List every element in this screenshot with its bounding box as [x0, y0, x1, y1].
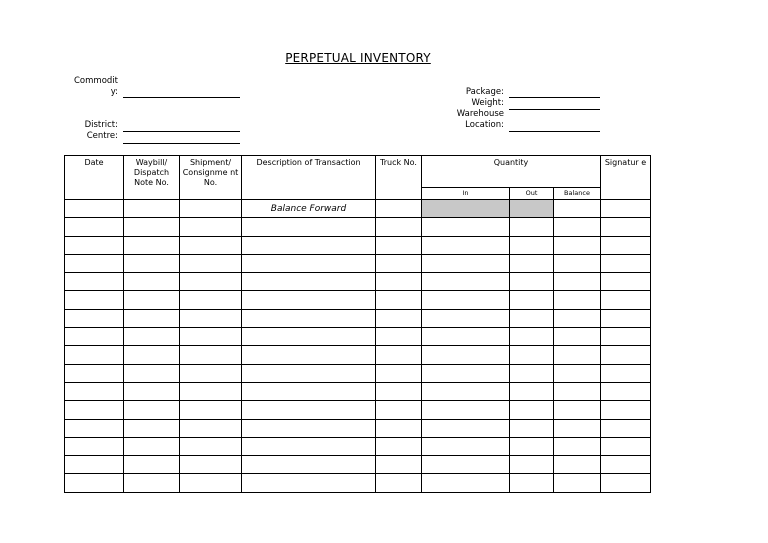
- header-in: In: [422, 188, 510, 200]
- table-cell[interactable]: [510, 437, 554, 455]
- table-cell[interactable]: [554, 456, 601, 474]
- warehouse-label: Warehouse: [456, 109, 504, 119]
- table-cell[interactable]: [124, 328, 180, 346]
- table-cell[interactable]: [422, 236, 510, 254]
- header-balance: Balance: [554, 188, 601, 200]
- balance-forward-label: Balance Forward: [242, 200, 376, 218]
- table-cell[interactable]: [554, 218, 601, 236]
- table-row: [65, 291, 651, 309]
- table-cell[interactable]: [65, 419, 124, 437]
- table-cell[interactable]: [242, 437, 376, 455]
- table-cell[interactable]: [180, 273, 242, 291]
- table-cell[interactable]: [554, 437, 601, 455]
- table-cell[interactable]: [180, 474, 242, 492]
- table-cell[interactable]: [554, 328, 601, 346]
- table-cell[interactable]: [601, 328, 651, 346]
- district-label: District:: [84, 120, 118, 130]
- table-cell[interactable]: [65, 364, 124, 382]
- location-label: Location:: [465, 120, 504, 130]
- package-field[interactable]: [509, 97, 600, 98]
- table-cell[interactable]: [242, 291, 376, 309]
- table-cell[interactable]: [65, 474, 124, 492]
- table-cell[interactable]: [510, 382, 554, 400]
- table-cell[interactable]: [124, 474, 180, 492]
- table-cell[interactable]: [601, 364, 651, 382]
- header-description: Description of Transaction: [242, 156, 376, 200]
- table-cell[interactable]: [422, 328, 510, 346]
- table-cell[interactable]: [180, 456, 242, 474]
- table-cell[interactable]: [124, 437, 180, 455]
- table-row: [65, 218, 651, 236]
- table-cell[interactable]: [510, 456, 554, 474]
- table-cell[interactable]: [376, 254, 422, 272]
- table-cell[interactable]: [422, 382, 510, 400]
- table-cell[interactable]: [180, 419, 242, 437]
- table-cell[interactable]: [601, 254, 651, 272]
- table-cell[interactable]: [422, 254, 510, 272]
- table-cell[interactable]: [601, 346, 651, 364]
- table-row: [65, 401, 651, 419]
- table-cell[interactable]: [422, 419, 510, 437]
- table-cell[interactable]: [510, 254, 554, 272]
- package-label: Package:: [465, 87, 504, 97]
- header-signature: Signatur e: [601, 156, 651, 200]
- table-cell[interactable]: [376, 437, 422, 455]
- table-cell[interactable]: [554, 474, 601, 492]
- table-cell[interactable]: [242, 309, 376, 327]
- table-cell[interactable]: [601, 309, 651, 327]
- table-cell[interactable]: [65, 382, 124, 400]
- header-quantity: Quantity: [422, 156, 601, 188]
- table-cell[interactable]: [180, 200, 242, 218]
- table-row: [65, 328, 651, 346]
- table-cell[interactable]: [601, 456, 651, 474]
- commodity-field[interactable]: [123, 97, 240, 98]
- table-cell[interactable]: [510, 364, 554, 382]
- table-cell[interactable]: [376, 218, 422, 236]
- table-cell[interactable]: [601, 200, 651, 218]
- table-cell[interactable]: [376, 346, 422, 364]
- page-title: PERPETUAL INVENTORY: [285, 51, 431, 65]
- commodity-label-line1: Commodit: [74, 76, 118, 86]
- table-cell[interactable]: [124, 200, 180, 218]
- table-cell[interactable]: [65, 437, 124, 455]
- table-cell[interactable]: [601, 382, 651, 400]
- table-cell[interactable]: [242, 346, 376, 364]
- table-cell[interactable]: [124, 346, 180, 364]
- table-cell[interactable]: [510, 218, 554, 236]
- table-row: [65, 382, 651, 400]
- table-cell[interactable]: [376, 328, 422, 346]
- table-cell[interactable]: [510, 328, 554, 346]
- table-cell[interactable]: [65, 200, 124, 218]
- balance-forward-row: [65, 200, 651, 218]
- table-cell[interactable]: [242, 273, 376, 291]
- table-row: [65, 364, 651, 382]
- table-cell[interactable]: [65, 401, 124, 419]
- table-cell[interactable]: [376, 200, 422, 218]
- table-cell[interactable]: [554, 419, 601, 437]
- table-row: [65, 346, 651, 364]
- table-row: [65, 254, 651, 272]
- table-cell[interactable]: [422, 309, 510, 327]
- table-cell[interactable]: [180, 364, 242, 382]
- table-cell[interactable]: [65, 273, 124, 291]
- table-cell[interactable]: [422, 456, 510, 474]
- table-cell[interactable]: [376, 474, 422, 492]
- table-row: [65, 456, 651, 474]
- table-cell[interactable]: [601, 218, 651, 236]
- table-cell[interactable]: [124, 419, 180, 437]
- table-cell[interactable]: [376, 419, 422, 437]
- table-cell[interactable]: [65, 328, 124, 346]
- table-cell[interactable]: [601, 419, 651, 437]
- table-cell[interactable]: [65, 456, 124, 474]
- table-cell[interactable]: [124, 309, 180, 327]
- table-row: [65, 273, 651, 291]
- table-cell[interactable]: [242, 236, 376, 254]
- weight-label: Weight:: [471, 98, 504, 108]
- table-row: [65, 309, 651, 327]
- table-cell[interactable]: [65, 309, 124, 327]
- table-cell[interactable]: [601, 401, 651, 419]
- table-cell[interactable]: [422, 364, 510, 382]
- table-cell[interactable]: [124, 364, 180, 382]
- table-cell[interactable]: [376, 456, 422, 474]
- table-cell[interactable]: [180, 346, 242, 364]
- table-cell[interactable]: [65, 218, 124, 236]
- shaded-out-cell: [510, 200, 554, 218]
- table-cell[interactable]: [554, 273, 601, 291]
- table-row: [65, 419, 651, 437]
- table-cell[interactable]: [124, 236, 180, 254]
- table-cell[interactable]: [554, 401, 601, 419]
- table-cell[interactable]: [65, 291, 124, 309]
- table-cell[interactable]: [554, 236, 601, 254]
- table-cell[interactable]: [124, 382, 180, 400]
- table-cell[interactable]: [554, 200, 601, 218]
- table-cell[interactable]: [376, 236, 422, 254]
- table-cell[interactable]: [554, 364, 601, 382]
- table-cell[interactable]: [510, 474, 554, 492]
- table-cell[interactable]: [124, 273, 180, 291]
- table-cell[interactable]: [180, 291, 242, 309]
- table-cell[interactable]: [242, 382, 376, 400]
- table-cell[interactable]: [124, 291, 180, 309]
- table-row: [65, 474, 651, 492]
- table-cell[interactable]: [376, 364, 422, 382]
- table-cell[interactable]: [124, 218, 180, 236]
- table-cell[interactable]: [124, 401, 180, 419]
- table-row: [65, 236, 651, 254]
- commodity-label-line2: y:: [110, 87, 118, 97]
- table-cell[interactable]: [422, 346, 510, 364]
- table-cell[interactable]: [65, 236, 124, 254]
- table-cell[interactable]: [124, 456, 180, 474]
- table-cell[interactable]: [242, 218, 376, 236]
- table-cell[interactable]: [601, 236, 651, 254]
- table-cell[interactable]: [510, 419, 554, 437]
- table-cell[interactable]: [554, 254, 601, 272]
- table-cell[interactable]: [242, 328, 376, 346]
- table-cell[interactable]: [376, 273, 422, 291]
- table-cell[interactable]: [601, 291, 651, 309]
- inventory-table: [64, 155, 651, 493]
- table-cell[interactable]: [376, 309, 422, 327]
- table-cell[interactable]: [180, 218, 242, 236]
- table-row: [65, 437, 651, 455]
- table-cell[interactable]: [554, 291, 601, 309]
- table-cell[interactable]: [554, 382, 601, 400]
- table-cell[interactable]: [422, 437, 510, 455]
- table-cell[interactable]: [554, 346, 601, 364]
- table-cell[interactable]: [180, 382, 242, 400]
- table-cell[interactable]: [510, 273, 554, 291]
- table-cell[interactable]: [242, 419, 376, 437]
- header-waybill: Waybill/ Dispatch Note No.: [124, 156, 180, 200]
- location-field[interactable]: [509, 131, 600, 132]
- table-cell[interactable]: [376, 382, 422, 400]
- table-cell[interactable]: [510, 291, 554, 309]
- table-cell[interactable]: [554, 309, 601, 327]
- table-cell[interactable]: [242, 401, 376, 419]
- table-cell[interactable]: [65, 346, 124, 364]
- weight-field[interactable]: [509, 109, 600, 110]
- header-out: Out: [510, 188, 554, 200]
- table-cell[interactable]: [180, 309, 242, 327]
- centre-field[interactable]: [123, 143, 240, 144]
- header-shipment: Shipment/ Consignme nt No.: [180, 156, 242, 200]
- centre-label: Centre:: [86, 131, 118, 141]
- table-cell[interactable]: [510, 236, 554, 254]
- table-cell[interactable]: [180, 254, 242, 272]
- table-cell[interactable]: [180, 236, 242, 254]
- table-cell[interactable]: [510, 309, 554, 327]
- table-cell[interactable]: [601, 474, 651, 492]
- table-cell[interactable]: [422, 291, 510, 309]
- table-cell[interactable]: [422, 401, 510, 419]
- table-cell[interactable]: [65, 254, 124, 272]
- table-cell[interactable]: [422, 474, 510, 492]
- table-cell[interactable]: [376, 401, 422, 419]
- table-cell[interactable]: [601, 273, 651, 291]
- table-cell[interactable]: [242, 474, 376, 492]
- table-cell[interactable]: [242, 254, 376, 272]
- table-cell[interactable]: [180, 328, 242, 346]
- shaded-in-cell: [422, 200, 510, 218]
- table-cell[interactable]: [124, 254, 180, 272]
- header-date: Date: [65, 156, 124, 200]
- table-cell[interactable]: [601, 437, 651, 455]
- table-cell[interactable]: [376, 291, 422, 309]
- table-cell[interactable]: [422, 218, 510, 236]
- table-cell[interactable]: [510, 401, 554, 419]
- table-cell[interactable]: [180, 437, 242, 455]
- table-cell[interactable]: [180, 401, 242, 419]
- header-truck: Truck No.: [376, 156, 422, 200]
- table-cell[interactable]: [242, 456, 376, 474]
- district-field[interactable]: [123, 131, 240, 132]
- table-cell[interactable]: [422, 273, 510, 291]
- table-cell[interactable]: [242, 364, 376, 382]
- table-cell[interactable]: [510, 346, 554, 364]
